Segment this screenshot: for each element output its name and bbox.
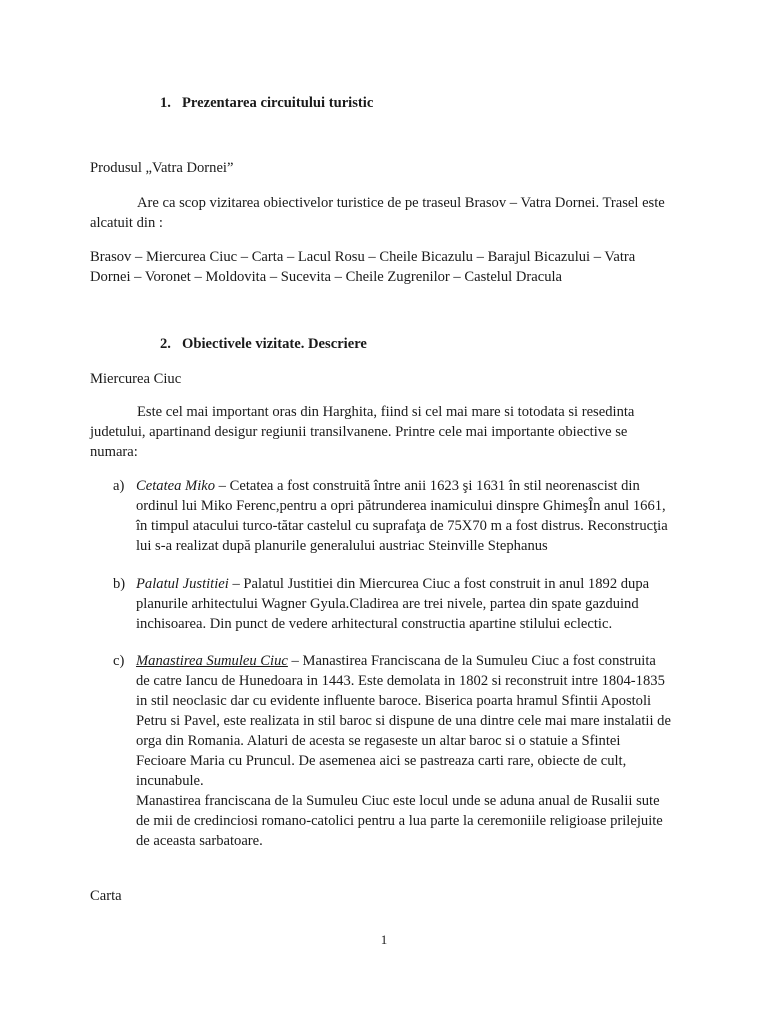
city-heading-carta: Carta (90, 888, 122, 904)
city-paragraph-miercurea-ciuc: Este cel mai important oras din Harghita, fiind si cel mai mare si totodata si resedinta judetului, apartinand desigur regiunii transilvanene. Printre cele mai importante obiective se numara: (90, 404, 635, 460)
objective-term: Palatul Justitiei (136, 576, 229, 592)
objective-text: – Manastirea Franciscana de la Sumuleu Ciuc a fost construita de catre Iancu de Hunedoara in 1443. Este demolata in 1802 si reconstruit intre 1804-1835 in stil neoclasic dar cu evidente influente baroce. Biserica poarta hramul Sfintii Apostoli Petru si Pavel, este realizata in stil baroc si dispune de una dintre cele mai mare instalatii de orga din Romania. Alaturi de acesta se regaseste un altar baroc si o statuie a Sfintei Fecioare Maria cu Pruncul. De asemenea aici se pastreaza carti rare, obiecte de cult, incunabule. (136, 653, 671, 789)
objective-c (113, 651, 673, 851)
product-label: Produsul „Vatra Dornei” (90, 160, 234, 176)
list-marker: c) (113, 653, 125, 669)
objective-b (113, 574, 673, 634)
objective-text: – Palatul Justitiei din Miercurea Ciuc a fost construit in anul 1892 dupa planurile arhitectului Wagner Gyula.Cladirea are trei nivele, partea din spate gazduind inchisoarea. Din punct de vedere arhitectural constructia apartine stilului eclectic. (136, 576, 650, 632)
route-paragraph: Brasov – Miercurea Ciuc – Carta – Lacul Rosu – Cheile Bicazulu – Barajul Bicazului – Vatra Dornei – Voronet – Moldovita – Sucevita – Cheile Zugrenilor – Castelul Dracula (90, 249, 636, 285)
objective-content (136, 476, 673, 556)
objective-extra-paragraph: Manastirea franciscana de la Sumuleu Ciuc este locul unde se aduna anual de Rusalii sute de mii de credinciosi romano-catolici pentru a lua parte la ceremoniile religioase prilejuite de aceasta sarbatoare. (136, 793, 663, 849)
objective-term: Cetatea Miko (136, 478, 216, 494)
page-number: 1 (380, 932, 388, 947)
section-2-number: 2. (160, 336, 171, 352)
city-heading-miercurea-ciuc: Miercurea Ciuc (90, 371, 182, 387)
intro-paragraph: Are ca scop vizitarea obiectivelor turistice de pe traseul Brasov – Vatra Dornei. Trasel este alcatuit din : (90, 195, 665, 231)
objective-a (113, 476, 673, 556)
objective-text: – Cetatea a fost construită între anii 1623 şi 1631 în stil neorenascist din ordinul lui Miko Ferenc,pentru a opri pătrunderea inamicului dinspre GhimeşÎn anul 1661, în timpul atacului turco-tătar castelul cu suprafaţa de 75X70 m a fost distrus. Reconstrucţia lui s-a realizat după planurile generalului austriac Steinville Stephanus (136, 478, 668, 554)
section-1-title: Prezentarea circuitului turistic (182, 95, 374, 111)
section-2-title: Obiectivele vizitate. Descriere (182, 336, 367, 352)
list-marker: b) (113, 576, 126, 592)
objective-content (136, 574, 673, 634)
section-2-heading (160, 334, 367, 354)
objective-term: Manastirea Sumuleu Ciuc (136, 653, 288, 669)
objective-content (136, 651, 673, 791)
section-1-heading (160, 93, 373, 113)
section-1-number: 1. (160, 95, 171, 111)
list-marker: a) (113, 478, 125, 494)
